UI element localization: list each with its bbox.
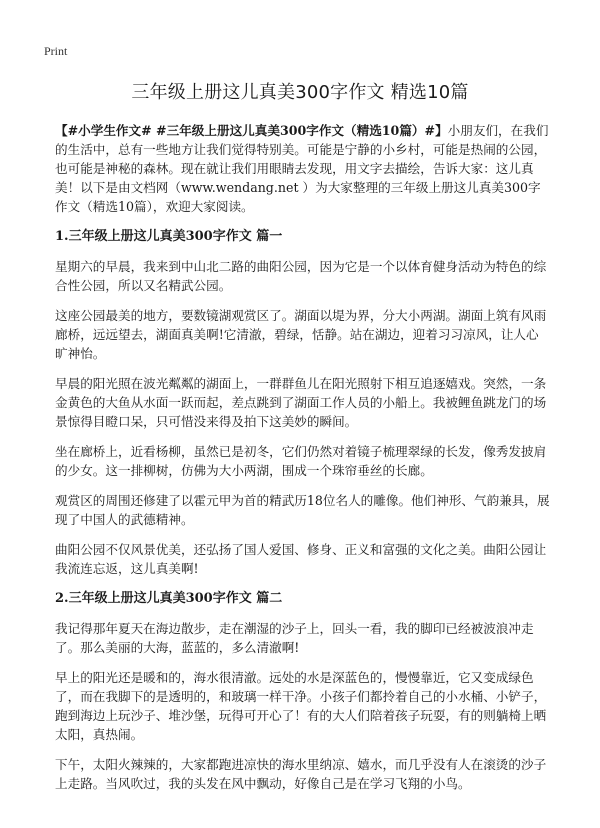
intro-tag: 【#小学生作文# #三年级上册这儿真美300字作文（精选10篇）#】	[55, 123, 448, 138]
print-link[interactable]: Print	[44, 44, 68, 58]
paragraph: 观赏区的周围还修建了以霍元甲为首的精武历18位名人的雕像。他们神形、气韵兼具，展现了中国人的武德精神。	[55, 493, 550, 527]
paragraph: 坐在廊桥上，近看杨柳，虽然已是初冬，它们仍然对着镜子梳理翠绿的长发，像秀发披肩的少女。这一排柳树，仿佛为大小两湖，围成一个珠帘垂丝的长廊。	[55, 444, 547, 478]
paragraph: 下午，太阳火辣辣的，大家都跑进凉快的海水里纳凉、嬉水，而几乎没有人在滚烫的沙子上走路。当风吹过，我的头发在风中飘动，好像自己是在学习飞翔的小鸟。	[55, 757, 547, 791]
paragraph: 我记得那年夏天在海边散步，走在潮湿的沙子上，回头一看，我的脚印已经被波浪冲走了。那么美丽的大海，蓝蓝的，多么清澈啊!	[55, 621, 534, 655]
page-title: 三年级上册这儿真美300字作文 精选10篇	[131, 82, 469, 103]
intro-text: 小朋友们，在我们的生活中，总有一些地方让我们觉得特别美。可能是宁静的小乡村，可能是热闹的公园，也可能是神秘的森林。现在就让我们用眼睛去发现，用文字去描绘，告诉大家：这儿真美！以下是由文档网（www.wendang.net ）为大家整理的三年级上册这儿真美300字作文（精选10篇），欢迎大家阅读。	[55, 123, 549, 214]
section-heading-1: 1.三年级上册这儿真美300字作文 篇一	[55, 229, 283, 244]
paragraph: 曲阳公园不仅风景优美，还弘扬了国人爱国、修身、正义和富强的文化之美。曲阳公园让我流连忘返，这儿真美啊!	[55, 542, 547, 576]
paragraph: 星期六的早晨，我来到中山北二路的曲阳公园，因为它是一个以体育健身活动为特色的综合性公园，所以又名精武公园。	[55, 259, 547, 293]
intro-paragraph	[55, 121, 551, 216]
paragraph: 这座公园最美的地方，要数镜湖观赏区了。湖面以堤为界，分大小两湖。湖面上筑有风雨廊桥，远远望去，湖面真美啊!它清澈，碧绿，恬静。站在湖边，迎着习习凉风，让人心旷神怡。	[55, 308, 547, 361]
section-heading-2: 2.三年级上册这儿真美300字作文 篇二	[55, 591, 283, 606]
article-body	[55, 121, 551, 804]
paragraph: 早晨的阳光照在波光粼粼的湖面上，一群群鱼儿在阳光照射下相互追逐嬉戏。突然，一条金黄色的大鱼从水面一跃而起，差点跳到了湖面工作人员的小船上。我被鲤鱼跳龙门的场景惊得目瞪口呆，只可惜没来得及拍下这美妙的瞬间。	[55, 376, 547, 429]
paragraph: 早上的阳光还是暖和的，海水很清澈。远处的水是深蓝色的，慢慢靠近，它又变成绿色了，而在我脚下的是透明的，和玻璃一样干净。小孩子们都拎着自己的小水桶、小铲子，跑到海边上玩沙子、堆沙堡，玩得可开心了！有的大人们陪着孩子玩耍，有的则躺椅上晒太阳，真热闹。	[55, 670, 547, 742]
